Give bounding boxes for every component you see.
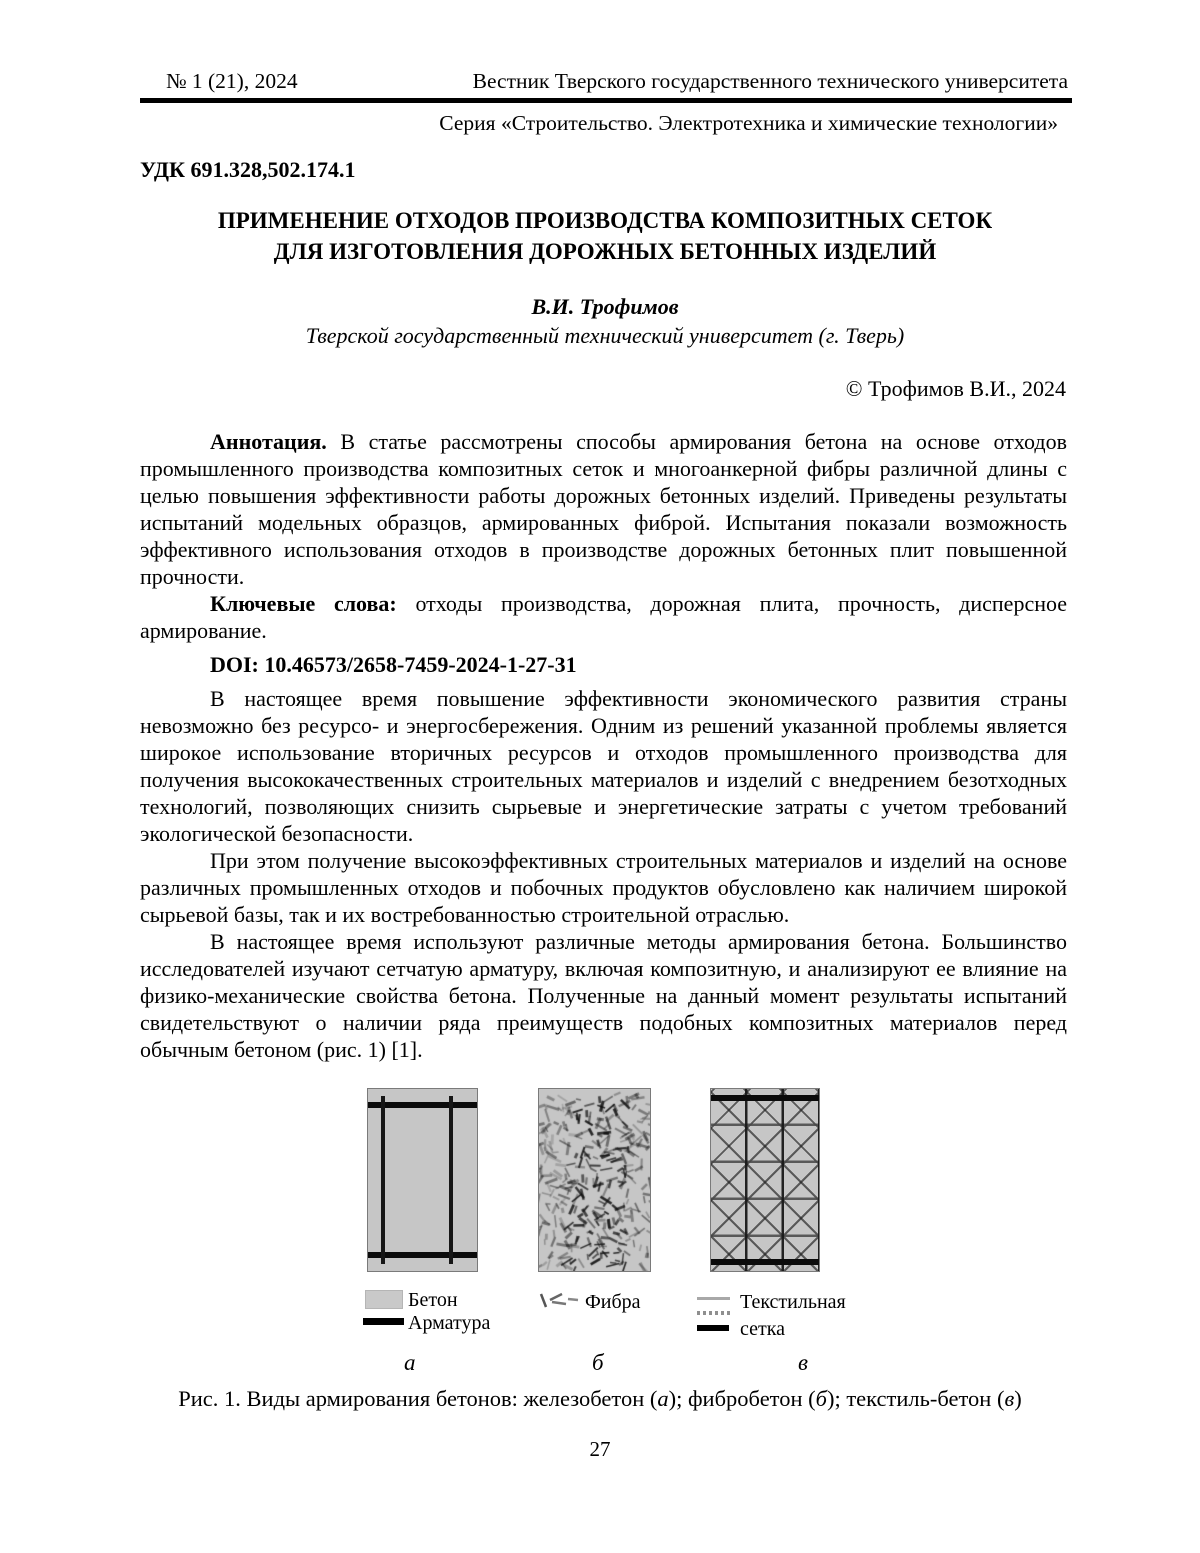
journal-title: Вестник Тверского государственного технического университета	[472, 69, 1068, 93]
body-paragraph-3: В настоящее время используют различные методы армирования бетона. Большинство исследователей изучают сетчатую арматуру, включая композитную, и анализируют ее влияние на физико-механические свойства бетона. Полученные на данный момент результаты испытаний свидетельствуют о наличии ряда преимуществ подобных композитных материалов перед обычным бетоном (рис. 1) [1].	[140, 929, 1067, 1062]
legend-textile-label-line2: сетка	[740, 1318, 786, 1340]
keywords-text: отходы производства, дорожная плита, прочность, дисперсное армирование.	[140, 591, 1068, 643]
journal-issue: № 1 (21), 2024	[166, 69, 298, 93]
article-title-line1: ПРИМЕНЕНИЕ ОТХОДОВ ПРОИЗВОДСТВА КОМПОЗИТНЫХ СЕТОК	[217, 208, 993, 233]
keywords-label: Ключевые слова:	[210, 591, 397, 616]
caption-letter-a: а	[657, 1386, 669, 1411]
article-body	[140, 428, 1067, 1063]
panel-letter-a: а	[404, 1350, 416, 1375]
caption-part: ); фибробетон (	[668, 1386, 816, 1411]
journal-series: Серия «Строительство. Электротехника и химические технологии»	[439, 111, 1058, 135]
copyright-notice: © Трофимов В.И., 2024	[845, 376, 1066, 401]
legend-rebar-label: Арматура	[408, 1312, 491, 1334]
legend-fiber-label: Фибра	[585, 1291, 641, 1313]
textile-bar-bottom	[711, 1259, 819, 1265]
legend-textile-label-line1: Текстильная	[740, 1291, 846, 1313]
panel-textile-concrete	[710, 1088, 820, 1272]
legend-concrete-label: Бетон	[408, 1289, 458, 1311]
abstract-paragraph	[140, 428, 1067, 590]
rebar-line-icon	[363, 1318, 404, 1325]
doi: DOI: 10.46573/2658-7459-2024-1-27-31	[210, 652, 577, 677]
rebar-rod-right	[449, 1096, 453, 1264]
fiber-concrete-canvas	[539, 1089, 650, 1271]
caption-letter-v: в	[1004, 1386, 1015, 1411]
affiliation: Тверской государственный технический университет (г. Тверь)	[305, 323, 905, 348]
fiber-strokes-icon	[537, 1291, 579, 1311]
rebar-rod-left	[381, 1096, 385, 1264]
article-title	[140, 205, 1070, 267]
udc-code: УДК 691.328,502.174.1	[140, 157, 356, 182]
panel-reinforced-concrete	[367, 1088, 478, 1272]
keywords-paragraph	[140, 590, 1067, 644]
running-head-top-row	[140, 68, 1072, 103]
abstract-label: Аннотация.	[210, 429, 327, 454]
textile-mesh-line-icon	[697, 1297, 730, 1300]
caption-part: )	[1014, 1386, 1022, 1411]
running-head	[140, 68, 1072, 136]
panel-fiber-concrete	[538, 1088, 651, 1272]
abstract-text: В статье рассмотрены способы армирования бетона на основе отходов промышленного производства композитных сеток и многоанкерной фибры различной длины с целью повышения эффективности работы дорожных бетонных изделий. Приведены результаты испытаний модельных образцов, армированных фиброй. Испытания показали возможность эффективного использования отходов в производстве дорожных бетонных плит повышенной прочности.	[140, 429, 1067, 589]
caption-part: ); текстиль-бетон (	[826, 1386, 1005, 1411]
textile-bar-top	[711, 1095, 819, 1101]
figure-1	[0, 1088, 1200, 1553]
panel-letter-b: б	[592, 1350, 604, 1375]
textile-mesh-black-line-icon	[697, 1325, 729, 1331]
figure-caption	[0, 1385, 1200, 1413]
caption-letter-b: б	[815, 1386, 827, 1411]
page-number: 27	[589, 1437, 611, 1461]
textile-mesh-dotted-line-icon	[697, 1311, 730, 1315]
body-paragraph-2: При этом получение высокоэффективных строительных материалов и изделий на основе различных промышленных отходов и побочных продуктов обусловлено как наличием широкой сырьевой базы, так и их востребованностью строительной отраслью.	[140, 848, 1067, 927]
body-paragraph-1: В настоящее время повышение эффективности экономического развития страны невозможно без ресурсо- и энергосбережения. Одним из решений указанной проблемы является широкое использование вторичных ресурсов и отходов промышленного производства для получения высококачественных строительных материалов и изделий с внедрением безотходных технологий, позволяющих снизить сырьевые и энергетические затраты с учетом требований экологической безопасности.	[140, 686, 1067, 846]
caption-part: Рис. 1. Виды армирования бетонов: железобетон (	[178, 1386, 658, 1411]
author-name: В.И. Трофимов	[531, 294, 679, 319]
concrete-swatch-icon	[365, 1290, 403, 1309]
article-title-line2: ДЛЯ ИЗГОТОВЛЕНИЯ ДОРОЖНЫХ БЕТОННЫХ ИЗДЕЛИЙ	[273, 239, 937, 264]
panel-letter-v: в	[798, 1350, 808, 1375]
